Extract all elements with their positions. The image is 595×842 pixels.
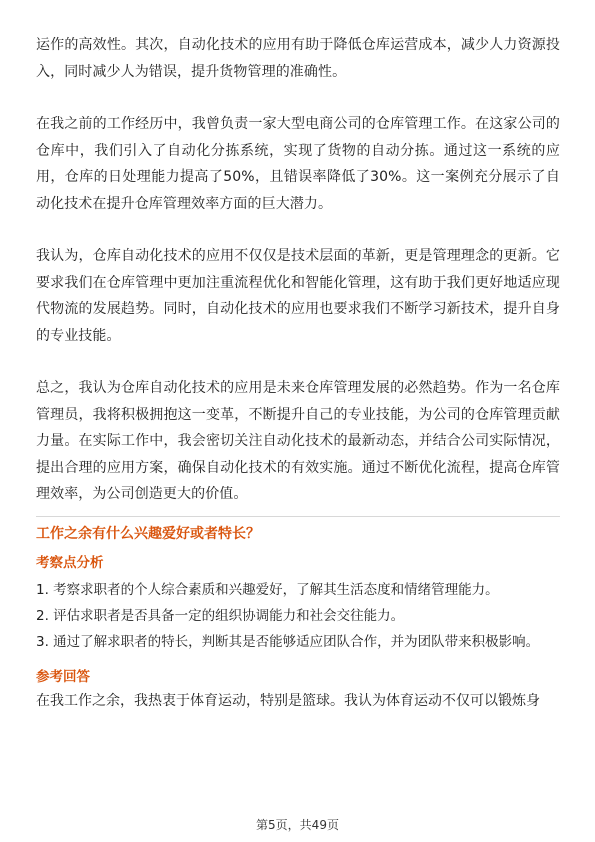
body-paragraph-4: 总之，我认为仓库自动化技术的应用是未来仓库管理发展的必然趋势。作为一名仓库管理员，我将积极拥抱这一变革，不断提升自己的专业技能，为公司的仓库管理贡献力量。在实际工作中，我会密切关注自动化技术的最新动态，并结合公司实际情况，提出合理的应用方案，确保自动化技术的有效实施。通过不断优化流程，提高仓库管理效率，为公司创造更大的价值。 <box>36 380 560 502</box>
analysis-item-3: 3. 通过了解求职者的特长，判断其是否能够适应团队合作，并为团队带来积极影响。 <box>36 633 540 650</box>
paragraph-spacer <box>36 217 560 243</box>
page-indicator: 第5页，共49页 <box>256 818 339 832</box>
analysis-item-1: 1. 考察求职者的个人综合素质和兴趣爱好，了解其生活态度和情绪管理能力。 <box>36 581 499 598</box>
body-paragraph-1: 运作的高效性。其次，自动化技术的应用有助于降低仓库运营成本，减少人力资源投入，同时减少人为错误，提升货物管理的准确性。 <box>36 37 560 80</box>
analysis-item-2: 2. 评估求职者是否具备一定的组织协调能力和社会交往能力。 <box>36 607 405 624</box>
answer-text: 在我工作之余，我热衷于体育运动，特别是篮球。我认为体育运动不仅可以锻炼身 <box>36 692 540 709</box>
page-content <box>36 32 560 713</box>
analysis-list <box>36 577 560 655</box>
body-paragraph-3: 我认为，仓库自动化技术的应用不仅仅是技术层面的革新，更是管理理念的更新。它要求我们在仓库管理中更加注重流程优化和智能化管理，这有助于我们更好地适应现代物流的发展趋势。同时，自动化技术的应用也要求我们不断学习新技术，提升自身的专业技能。 <box>36 248 560 344</box>
body-paragraph-2: 在我之前的工作经历中，我曾负责一家大型电商公司的仓库管理工作。在这家公司的仓库中，我们引入了自动化分拣系统，实现了货物的自动分拣。通过这一系统的应用，仓库的日处理能力提高了50%，且错误率降低了30%。这一案例充分展示了自动化技术在提升仓库管理效率方面的巨大潜力。 <box>36 116 560 212</box>
analysis-heading: 考察点分析 <box>36 554 104 571</box>
paragraph-spacer <box>36 85 560 111</box>
paragraph-spacer <box>36 349 560 375</box>
question-title: 工作之余有什么兴趣爱好或者特长？ <box>36 525 260 542</box>
section-divider <box>36 516 560 517</box>
answer-heading: 参考回答 <box>36 668 90 685</box>
